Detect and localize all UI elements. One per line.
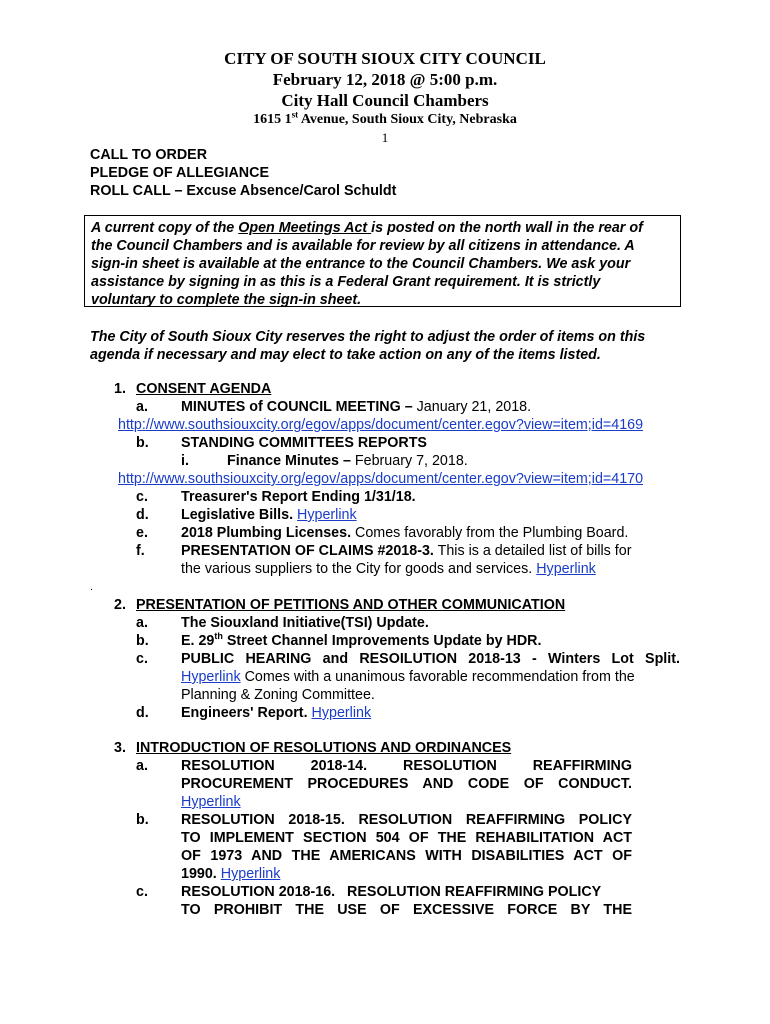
item-2d-letter: d. [136,705,149,721]
section-1-number: 1. [114,381,126,397]
section-3-title: INTRODUCTION OF RESOLUTIONS AND ORDINANCES [136,740,512,756]
item-3b-cont-2: OF 1973 AND THE AMERICANS WITH DISABILITIES ACT OF [181,848,632,864]
call-to-order: CALL TO ORDER [90,147,208,163]
item-3c-letter: c. [136,884,148,900]
meeting-location: City Hall Council Chambers [281,91,489,110]
section-2-number: 2. [114,597,126,613]
item-2a: The Siouxland Initiative(TSI) Update. [181,615,429,631]
council-title: CITY OF SOUTH SIOUX CITY COUNCIL [224,49,546,68]
engineers-report-hyperlink[interactable]: Hyperlink [311,705,372,721]
meeting-date: February 12, 2018 @ 5:00 p.m. [272,70,498,89]
item-1bi: Finance Minutes – February 7, 2018. [227,453,468,469]
item-2d: Engineers' Report. Hyperlink [181,705,372,721]
notice-line-3: sign-in sheet is available at the entrance to the Council Chambers. We ask your [91,256,631,272]
item-3b-cont-3: 1990. Hyperlink [181,866,281,882]
item-1e: 2018 Plumbing Licenses. Comes favorably from the Plumbing Board. [181,525,629,541]
item-3b-letter: b. [136,812,149,828]
item-3b-cont: TO IMPLEMENT SECTION 504 OF THE REHABILITATION ACT [181,830,632,846]
notice-line-5: voluntary to complete the sign-in sheet. [91,292,362,308]
reserve-line-1: The City of South Sioux City reserves the right to adjust the order of items on this [90,329,646,345]
item-1d: Legislative Bills. Hyperlink [181,507,357,523]
item-3c: RESOLUTION 2018-16. RESOLUTION REAFFIRMING POLICY [181,884,602,900]
section-1-title: CONSENT AGENDA [136,381,272,397]
item-2c: PUBLIC HEARING and RESOILUTION 2018-13 - Winters Lot Split. [181,651,680,667]
item-2b: E. 29th Street Channel Improvements Update by HDR. [181,631,542,649]
item-1b: STANDING COMMITTEES REPORTS [181,435,427,451]
item-1f: PRESENTATION OF CLAIMS #2018-3. This is a detailed list of bills for [181,543,632,559]
notice-line-2: the Council Chambers and is available for review by all citizens in attendance. A [91,238,635,254]
item-1f-cont: the various suppliers to the City for goods and services. Hyperlink [181,561,596,577]
item-3c-cont: TO PROHIBIT THE USE OF EXCESSIVE FORCE BY THE [181,902,632,918]
item-3b: RESOLUTION 2018-15. RESOLUTION REAFFIRMING POLICY [181,812,632,828]
item-2c-cont: Hyperlink Comes with a unanimous favorable recommendation from the [181,669,635,685]
item-1a-letter: a. [136,399,148,415]
item-2c-letter: c. [136,651,148,667]
notice-line-4: assistance by signing in as this is a Federal Grant requirement. It is strictly [91,274,601,290]
roll-call: ROLL CALL – Excuse Absence/Carol Schuldt [90,183,397,199]
stray-mark: . [90,581,94,593]
notice-line-1: A current copy of the Open Meetings Act is posted on the north wall in the rear of [91,220,643,236]
item-2c-cont-2: Planning & Zoning Committee. [181,687,375,703]
winters-lot-hyperlink[interactable]: Hyperlink [181,669,241,685]
item-1bi-letter: i. [181,453,189,469]
pledge-of-allegiance: PLEDGE OF ALLEGIANCE [90,165,269,181]
item-1e-letter: e. [136,525,148,541]
item-1c: Treasurer's Report Ending 1/31/18. [181,489,416,505]
finance-url-link[interactable]: http://www.southsiouxcity.org/egov/apps/document/center.egov?view=item;id=4170 [118,471,644,487]
page-number: 1 [381,130,389,145]
minutes-url-link[interactable]: http://www.southsiouxcity.org/egov/apps/document/center.egov?view=item;id=4169 [118,417,644,433]
item-3a-letter: a. [136,758,148,774]
meeting-address: 1615 1st Avenue, South Sioux City, Nebraska [253,109,517,127]
item-1c-letter: c. [136,489,148,505]
open-meetings-notice [84,215,681,307]
item-2a-letter: a. [136,615,148,631]
section-3-number: 3. [114,740,126,756]
item-3a-cont: PROCUREMENT PROCEDURES AND CODE OF CONDUCT. [181,776,632,792]
legislative-bills-hyperlink[interactable]: Hyperlink [297,507,357,523]
claims-hyperlink[interactable]: Hyperlink [536,561,596,577]
item-1b-letter: b. [136,435,149,451]
procurement-hyperlink[interactable]: Hyperlink [181,794,241,810]
disabilities-act-hyperlink[interactable]: Hyperlink [220,866,281,882]
item-1a: MINUTES of COUNCIL MEETING – January 21, 2018. [181,399,532,415]
item-3a: RESOLUTION 2018-14. RESOLUTION REAFFIRMING [181,758,632,774]
item-2b-letter: b. [136,633,149,649]
section-2-title: PRESENTATION OF PETITIONS AND OTHER COMMUNICATION [136,597,566,613]
open-meetings-act-link[interactable]: Open Meetings Act [238,220,372,236]
item-1f-letter: f. [136,543,145,559]
reserve-line-2: agenda if necessary and may elect to take action on any of the items listed. [90,347,601,363]
item-1d-letter: d. [136,507,149,523]
